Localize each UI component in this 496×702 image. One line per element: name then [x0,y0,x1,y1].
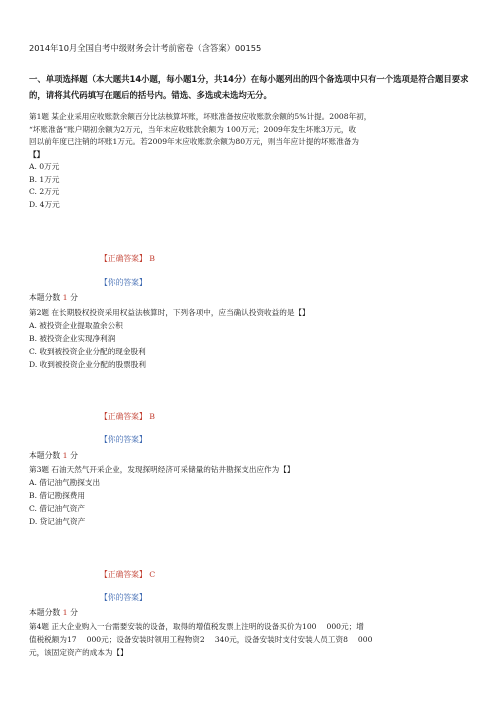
correct-answer-value: B [149,254,155,263]
question-1-option-d: D. 4万元 [29,199,60,209]
correct-answer-value: C [149,570,156,579]
question-1-line-3: 回以前年度已注销的坏账1万元。若2009年末应收账款余额为80万元，则当年应计提的坏账准备为 [29,137,359,146]
question-2-your-answer: 【你的答案】 [100,435,147,444]
question-3-score [29,607,78,618]
score-value: 1 [62,451,68,460]
question-1-line-2: “坏账准备”账户期初余额为2万元，当年末应收账款余额为 100万元；2009年发生坏账3万元，收 [29,124,357,134]
question-1-correct-answer [100,253,155,264]
correct-answer-value: B [149,412,155,421]
question-2-score [29,450,78,461]
question-2-option-c: C. 收到被投资企业分配的现金股利 [29,347,146,356]
question-3-option-a: A. 借记油气勘探支出 [29,478,101,487]
correct-answer-label: 【正确答案】 [100,254,147,263]
question-4-line-1: 第4题 正大企业购入一台需要安装的设备，取得的增值税发票上注明的设备买价为100 000元；增 [29,622,364,631]
score-unit: 分 [70,293,78,302]
question-2-line-1: 第2题 在长期股权投资采用权益法核算时，下列各项中，应当确认投资收益的是【】 [29,308,310,317]
question-3-line-1: 第3题 石油天然气开采企业，发现探明经济可采储量的钻井勘探支出应作为【】 [29,465,295,474]
question-3-your-answer: 【你的答案】 [100,593,147,602]
question-1-score [29,292,78,303]
score-value: 1 [62,293,68,302]
score-value: 1 [62,608,68,617]
question-1-option-b: B. 1万元 [29,174,60,184]
score-label: 本题分数 [29,293,61,302]
question-3-correct-answer [100,569,155,580]
question-2-correct-answer [100,411,155,422]
question-3-option-b: B. 借记勘探费用 [29,491,85,500]
score-unit: 分 [70,451,78,460]
section-header: 一、单项选择题（本大题共14小题，每小题1分，共14分）在每小题列出的四个备选项中只有一个选项是符合题目要求的，请将其代码填写在题后的括号内。错选、多选或未选均无分。 [29,74,469,100]
question-1-line-1: 第1题 某企业采用应收账款余额百分比法核算坏账，坏账准备按应收账款余额的5%计提。2008年初， [29,112,372,121]
score-label: 本题分数 [29,608,61,617]
document-title: 2014年10月全国自考中级财务会计考前密卷（含答案）00155 [29,43,262,53]
question-4-line-2: 值税税额为17 000元；设备安装时领用工程物资2 340元，设备安装时支付安装人员工资8 000 [29,635,373,644]
question-3-option-d: D. 贷记油气资产 [29,517,86,526]
question-2-option-b: B. 被投资企业实现净利润 [29,334,116,343]
question-1-your-answer: 【你的答案】 [100,278,147,287]
question-3-option-c: C. 借记油气资产 [29,504,85,513]
correct-answer-label: 【正确答案】 [100,570,147,579]
correct-answer-label: 【正确答案】 [100,412,147,421]
question-4-line-3: 元，该固定资产的成本为【】 [29,648,128,657]
question-2-option-d: D. 收到被投资企业分配的股票股利 [29,360,146,369]
question-1-line-4: 【】 [29,149,45,159]
question-2-option-a: A. 被投资企业提取盈余公积 [29,321,123,330]
score-unit: 分 [70,608,78,617]
question-1-option-c: C. 2万元 [29,187,60,196]
score-label: 本题分数 [29,451,61,460]
question-1-option-a: A. 0万元 [29,162,60,171]
